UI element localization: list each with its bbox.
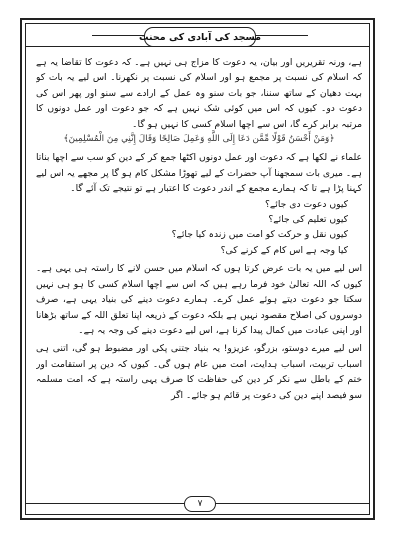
- quran-verse: ﴿وَمَنْ أَحْسَنُ قَوْلًا مِّمَّن دَعَا إِلَى اللَّهِ وَعَمِلَ صَالِحًا وَقَالَ إِنَّنِي مِنَ الْمُسْلِمِينَ﴾: [63, 134, 335, 145]
- page-number: ۷: [197, 499, 203, 509]
- page-number-badge: [184, 496, 216, 512]
- running-header: [138, 27, 262, 47]
- question-item: کیوں نقل و حرکت کو امت میں زندہ کیا جائے؟: [171, 229, 348, 241]
- page-body: [36, 55, 362, 483]
- paragraph: اس لیے میں یہ بات عرض کرتا ہوں کہ اسلام میں حسن لانے کا راستہ ہی یہی ہے۔ کیوں کہ اللہ تعالیٰ خود فرما رہے ہیں کہ اس سے اچھا اسلام کسی کا ہو ہی نہیں سکتا جو دعوت دیتے ہوئے عمل کرے۔ ہمارے دعوت دینے کی بنیاد یہی ہے، صرف دوسروں کی اصلاح مقصود نہیں ہے بلکہ دعوت کے ذریعہ اپنا تعلق اللہ کے ساتھ بڑھانا اور اپنی عبادت میں کمال پیدا کرنا ہے، اس لیے دعوت دینے کی وجہ یہ ہے۔: [36, 263, 362, 336]
- running-header-title: مسجد کی آبادی کی محنت: [138, 31, 262, 43]
- question-item: کیا وجہ ہے اس کام کے کرنے کی؟: [220, 244, 348, 256]
- question-item: کیوں دعوت دی جائے؟: [265, 198, 348, 210]
- paragraph: ہے، ورنہ تقریریں اور بیان، یہ دعوت کا مزاج ہی نہیں ہے۔ کہ دعوت کا تقاضا یہ ہے کہ اسلام کی نسبت پر مجمع ہو اور اسلام کی نسبت پر نکھرنا۔ اس لیے یہ بات کو بہت دھیان کے ساتھ سننا، جو بات سنو وہ عمل کے ارادے سے سنو اور پھر اس کی دعوت دو۔ کیوں کہ اس میں کوئی شک نہیں ہے کہ جو دعوت اور عمل دونوں کا مرتبہ برابر کرے گا، اس سے اچھا اسلام کسی کا نہیں ہو گا۔: [36, 57, 362, 130]
- question-item: کیوں تعلیم کی جائے؟: [268, 214, 348, 226]
- question-list: [36, 197, 362, 259]
- paragraph: علماء نے لکھا ہے کہ دعوت اور عمل دونوں اکٹھا جمع کر کے دین کو سب سے اچھا بناتا ہے۔ میری بات سمجھنا آپ حضرات کے لیے تھوڑا مشکل کام ہو گا پر مجھے یہ اس لیے کہنا پڑا ہے تا کہ ہمارے مجمع کے اندر دعوت کا اعتبار ہے تو نتیجے تک آئے گا۔: [36, 152, 362, 195]
- paragraph: اس لیے میرے دوستو، بزرگو، عزیزو! یہ بنیاد جتنی پکی اور مضبوط ہو گی، اتنی ہی اسباب تربیت، اسباب ہدایت، امت میں عام ہوں گی۔ کیوں کہ دین پر استقامت اور ختم کے باطل سے نکر کر دین کی حفاظت کا صرف یہی راستہ ہے کہ امت مسلمہ سو فیصد اپنے دین کی دعوت پر قائم ہو جائے۔ اگر: [36, 343, 362, 401]
